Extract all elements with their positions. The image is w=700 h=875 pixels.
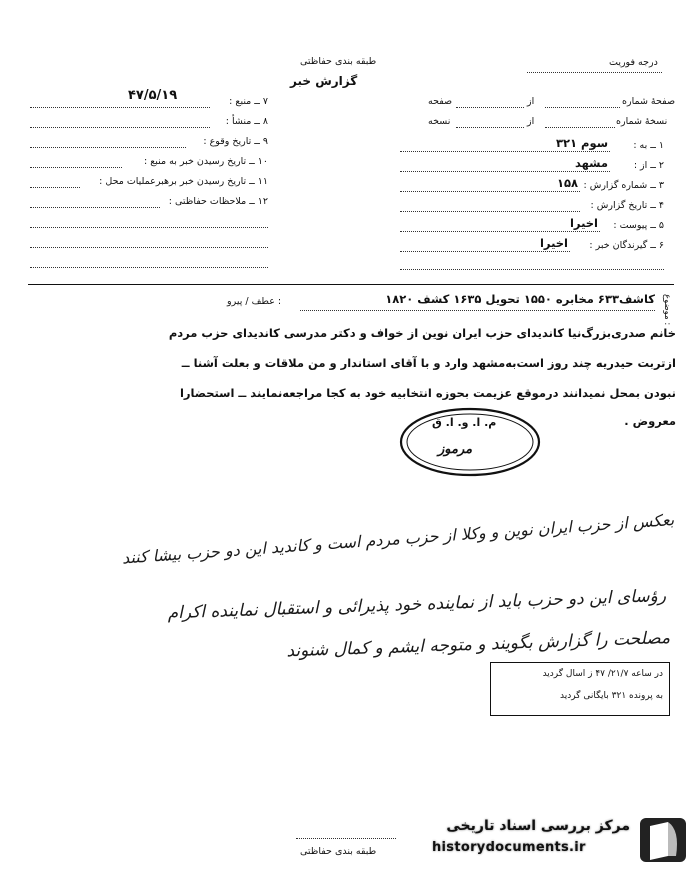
item-to-label: ۱ ــ به :: [633, 140, 664, 151]
logo-text-fa: مرکز بررسی اسناد تاریخی: [446, 818, 630, 834]
classification-bottom: طبقه بندی حفاظتی: [300, 846, 377, 857]
copy-no-label: نسخهٔ شماره: [616, 116, 668, 127]
page-no-unit: صفحه: [428, 96, 453, 107]
handwritten-line-3: مصلحت را گزارش بگویند و متوجه ایشم و کمال شنوند: [286, 628, 671, 662]
item-to-value: سوم ۳۲۱: [555, 136, 608, 150]
item-attachment-value: اخیرا: [569, 216, 598, 230]
archive-stamp-line-2: به پرونده ۳۲۱ بایگانی گردید: [559, 691, 663, 701]
reference-label: عطف / پیرو :: [227, 296, 282, 307]
page-no-az: از: [527, 96, 535, 107]
field-source-value: ۴۷/۵/۱۹: [128, 88, 178, 103]
logo-url: historydocuments.ir: [432, 840, 586, 855]
field-received-source-label: ۱۰ ــ تاریخ رسیدن خبر به منبع :: [143, 156, 268, 167]
body-line-4: معروض .: [624, 414, 676, 428]
classification-top: طبقه بندی حفاظتی: [300, 56, 377, 67]
item-attachment-label: ۵ ــ پیوست :: [613, 220, 664, 231]
subject-value: کاشف۶۳۳ مخابره ۱۵۵۰ تحویل ۱۶۳۵ کشف ۱۸۲۰: [385, 292, 655, 306]
copy-no-az: از: [527, 116, 535, 127]
item-from-label: ۲ ــ از :: [633, 160, 664, 171]
archive-stamp-line-1: در ساعه ۲۱/۷/ ۴۷ ز اسال گردید: [542, 669, 663, 679]
archive-stamp: [490, 662, 670, 716]
stamp-line-1: م. ا. و. ا. ق: [432, 416, 497, 429]
field-security-notes-label: ۱۲ ــ ملاحظات حفاظتی :: [168, 196, 268, 207]
field-origin-label: ۸ ــ منشأ :: [225, 116, 268, 127]
item-recipients-value: اخیرا: [539, 236, 568, 250]
copy-no-unit: نسخه: [428, 116, 451, 127]
field-event-date-label: ۹ ــ تاریخ وقوع :: [203, 136, 268, 147]
body-line-3: نبودن بمحل نمیدانند درموقع عزیمت بحوزه انتخابیه خود به کجا مراجعه‌نمایند ــ استحضارا: [179, 386, 676, 400]
item-from-value: مشهد: [574, 156, 608, 170]
body-line-2: ازتربت حیدریه چند روز است‌به‌مشهد وارد و با آقای استاندار و من ملاقات و بعلت آشنا ــ: [181, 356, 676, 370]
item-report-date-label: ۴ ــ تاریخ گزارش :: [590, 200, 664, 211]
handwritten-line-2: رؤسای این دو حزب باید از نماینده خود پذیرائی و استقبال نماینده اکرام: [167, 586, 667, 624]
priority-label: درجه فوریت: [609, 57, 658, 68]
page-no-label: صفحهٔ شماره: [622, 96, 676, 107]
item-report-no-label: ۳ ــ شماره گزارش :: [583, 180, 664, 191]
item-recipients-label: ۶ ــ گیرندگان خبر :: [589, 240, 664, 251]
subject-label: موضوع :: [662, 294, 672, 326]
field-received-ops-label: ۱۱ ــ تاریخ رسیدن خبر برهبرعملیات محل :: [99, 176, 268, 187]
body-line-1: خانم صدری‌بزرگ‌نیا کاندیدای حزب ایران نوین از خواف و دکتر مدرسی کاندیدای حزب مردم: [168, 326, 676, 340]
book-logo-icon: [638, 816, 688, 864]
handwritten-line-1: بعکس از حزب ایران نوین و وکلا از حزب مردم است و کاندید این دو حزب بیشا کنند: [121, 510, 675, 568]
stamp-line-2: مرموز: [438, 442, 473, 457]
field-source-label: ۷ ــ منبع :: [229, 96, 268, 107]
oval-stamp: [398, 406, 542, 478]
item-report-no-value: ۱۵۸: [556, 176, 578, 190]
watermark-logo: [430, 814, 692, 866]
form-title: گزارش خبر: [290, 74, 358, 88]
